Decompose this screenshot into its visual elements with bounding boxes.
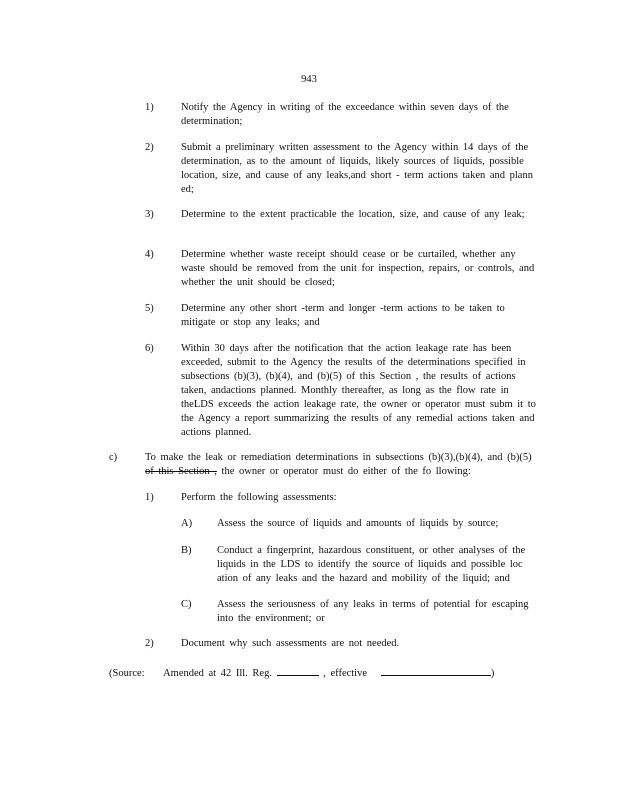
item-text: Determine whether waste receipt should cease or be curtailed, whether any waste should be removed from the unit for inspection, repairs, or controls, and whether the unit should be closed; (181, 249, 535, 288)
sub-item-text: Conduct a fingerprint, hazardous constituent, or other analyses of the liquids in the LDS to identify the source of liquids and possible loc ation of any leaks and the hazard and mobility of the liquid; and (217, 545, 526, 584)
source-effective: , effective (323, 668, 368, 679)
source-close: ) (490, 668, 495, 679)
item-text: Within 30 days after the notification that the action leakage rate has been exceeded, submit to the Agency the results of the determinations specified in subsections (b)(3), (b)(4), and (b)(5) of this Section , the results of actions taken, andactions planned. Monthly thereafter, as long as the flow rate in theLDS exceeds the action leakage rate, the owner or operator must subm it to the Agency a report summarizing the results of any remedial actions taken and actions planned. (181, 343, 536, 438)
source-open: (Source: (109, 668, 145, 679)
page-number: 943 (301, 74, 317, 85)
item-number: 5) (145, 303, 154, 314)
sub-item-letter: B) (181, 545, 192, 556)
subsection-number: c) (109, 452, 118, 463)
register-blank (277, 663, 319, 676)
item-text: Perform the following assessments: (181, 492, 337, 503)
item-number: 1) (145, 102, 154, 113)
item-text: Determine any other short -term and longer -term actions to be taken to mitigate or stop any leaks; and (181, 303, 505, 328)
item-text: Document why such assessments are not needed. (181, 638, 400, 649)
item-number: 2) (145, 638, 154, 649)
source-note (109, 663, 494, 681)
item-text: Notify the Agency in writing of the exceedance within seven days of the determination; (181, 102, 509, 127)
item-number: 4) (145, 249, 154, 260)
source-amended: Amended at 42 Ill. Reg. (163, 668, 272, 679)
sub-item-letter: A) (181, 518, 193, 529)
subsection-text (145, 451, 537, 479)
subsection-text-before: To make the leak or remediation determinations in subsections (b)(3),(b)(4), and (b)(5) (145, 452, 532, 463)
sub-item-text: Assess the seriousness of any leaks in terms of potential for escaping into the environment; or (217, 599, 529, 624)
effective-date-blank (381, 663, 491, 676)
item-number: 1) (145, 492, 154, 503)
sub-item-text: Assess the source of liquids and amounts of liquids by source; (217, 518, 499, 529)
struck-text: of this Section , (145, 466, 217, 477)
item-text: Determine to the extent practicable the location, size, and cause of any leak; (181, 209, 525, 220)
item-number: 6) (145, 343, 154, 354)
subsection-text-after: the owner or operator must do either of the fo llowing: (216, 466, 471, 477)
item-number: 3) (145, 209, 154, 220)
sub-item-letter: C) (181, 599, 192, 610)
item-text: Submit a preliminary written assessment to the Agency within 14 days of the determination, as to the amount of liquids, likely sources of liquids, possible location, size, and cause of any leaks,and short - term actions taken and plann ed; (181, 142, 533, 195)
item-number: 2) (145, 142, 154, 153)
